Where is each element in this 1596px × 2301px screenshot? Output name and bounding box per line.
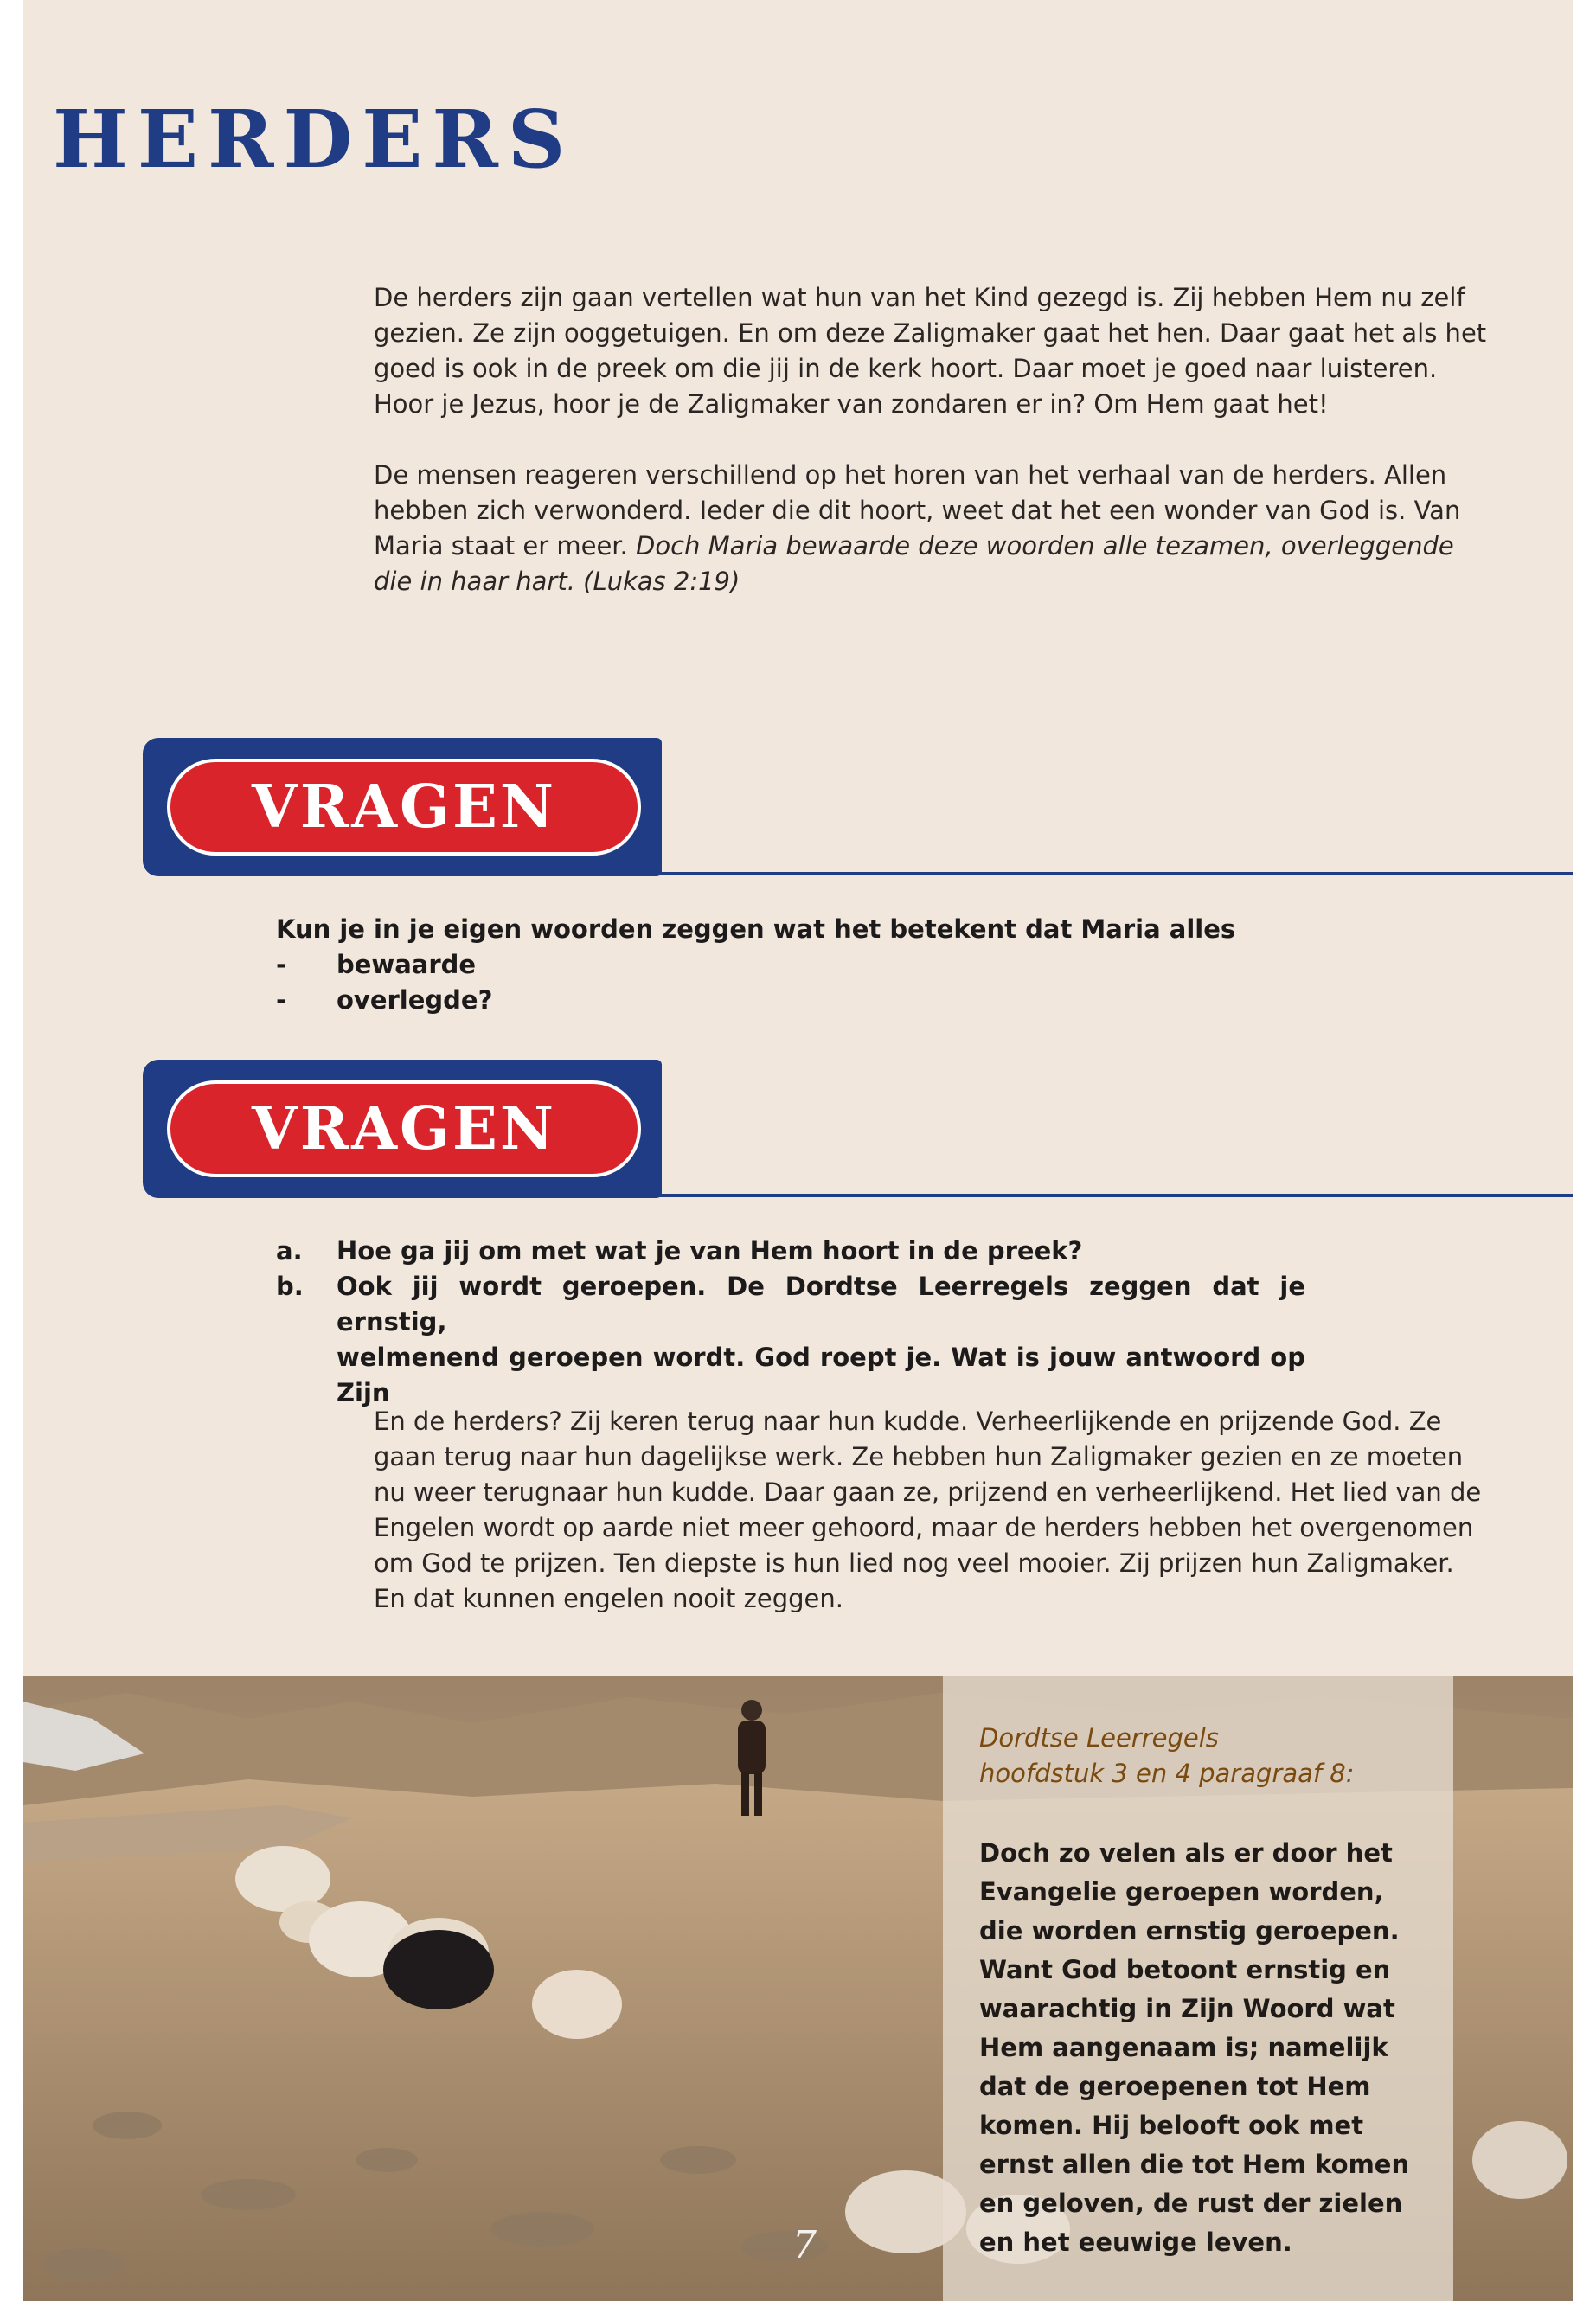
- intro-paragraph-1: De herders zijn gaan vertellen wat hun van het Kind gezegd is. Zij hebben Hem nu zelf gezien. Ze zijn ooggetuigen. En om deze Zaligmaker gaat het hen. Daar gaat het als het goed is ook in de preek om die jij in de kerk hoort. Daar moet je goed naar luisteren. Hoor je Jezus, hoor je de Zaligmaker van zondaren er in? Om Hem gaat het!: [374, 283, 1487, 419]
- closing-text: [374, 1404, 1490, 1617]
- page: [23, 0, 1573, 2301]
- question-b-continued: welmenend geroepen wordt. God roept je. Wat is jouw antwoord op Zijn: [337, 1343, 1305, 1407]
- question-b: b. Ook jij wordt geroepen. De Dordtse Leerregels zeggen dat je ernstig,: [276, 1272, 1305, 1336]
- question-block-2: [276, 1234, 1305, 1411]
- vragen-divider-2: [646, 1194, 1573, 1197]
- page-title: HERDERS: [53, 93, 575, 186]
- vragen-divider-1: [646, 872, 1573, 875]
- question-item-2: - overlegde?: [276, 985, 493, 1015]
- intro-paragraph-2: [374, 458, 1490, 599]
- vragen-label-2: VRAGEN: [167, 1080, 641, 1177]
- vragen-banner-2: [143, 1060, 662, 1198]
- closing-paragraph: En de herders? Zij keren terug naar hun kudde. Verheerlijkende en prijzende God. Ze gaan terug naar hun dagelijkse werk. Ze hebben hun Zaligmaker gezien en ze moeten nu weer terugnaar hun kudde. Daar gaan ze, prijzend en verheerlijkend. Het lied van de Engelen wordt op aarde niet meer gehoord, maar de herders hebben het overgenomen om God te prijzen. Ten diepste is hun lied nog veel mooier. Zij prijzen hun Zaligmaker. En dat kunnen engelen nooit zeggen.: [374, 1407, 1482, 1613]
- page-number: 7: [792, 2223, 817, 2267]
- sidebar-body: Doch zo velen als er door het Evangelie geroepen worden, die worden ernstig geroepen. Want God betoont ernstig en waarachtig in Zijn Woord wat Hem aangenaam is; namelijk dat de geroepenen tot Hem komen. Hij belooft ook met ernst allen die tot Hem komen en geloven, de rust der zielen en het eeuwige leven.: [979, 1838, 1410, 2257]
- sidebar-quote-panel: [943, 1676, 1453, 2301]
- question-text: Kun je in je eigen woorden zeggen wat het betekent dat Maria alles: [276, 914, 1236, 944]
- question-block-1: [276, 912, 1314, 1018]
- intro-text: [374, 280, 1490, 599]
- sidebar-heading: Dordtse Leerregels hoofdstuk 3 en 4 paragraaf 8:: [979, 1723, 1355, 1788]
- bible-quote: Doch Maria bewaarde deze woorden alle tezamen, overleggende die in haar hart. (Lukas 2:19): [374, 531, 1454, 596]
- question-a: a. Hoe ga jij om met wat je van Hem hoort in de preek?: [276, 1236, 1083, 1266]
- vragen-label-1: VRAGEN: [167, 759, 641, 856]
- vragen-banner-1: [143, 738, 662, 876]
- question-item-1: - bewaarde: [276, 950, 477, 979]
- intro-paragraph-2-text: De mensen reageren verschillend op het horen van het verhaal van de herders. Allen hebben zich verwonderd. Ieder die dit hoort, weet dat het een wonder van God is. Van Maria staat er meer.: [374, 460, 1461, 561]
